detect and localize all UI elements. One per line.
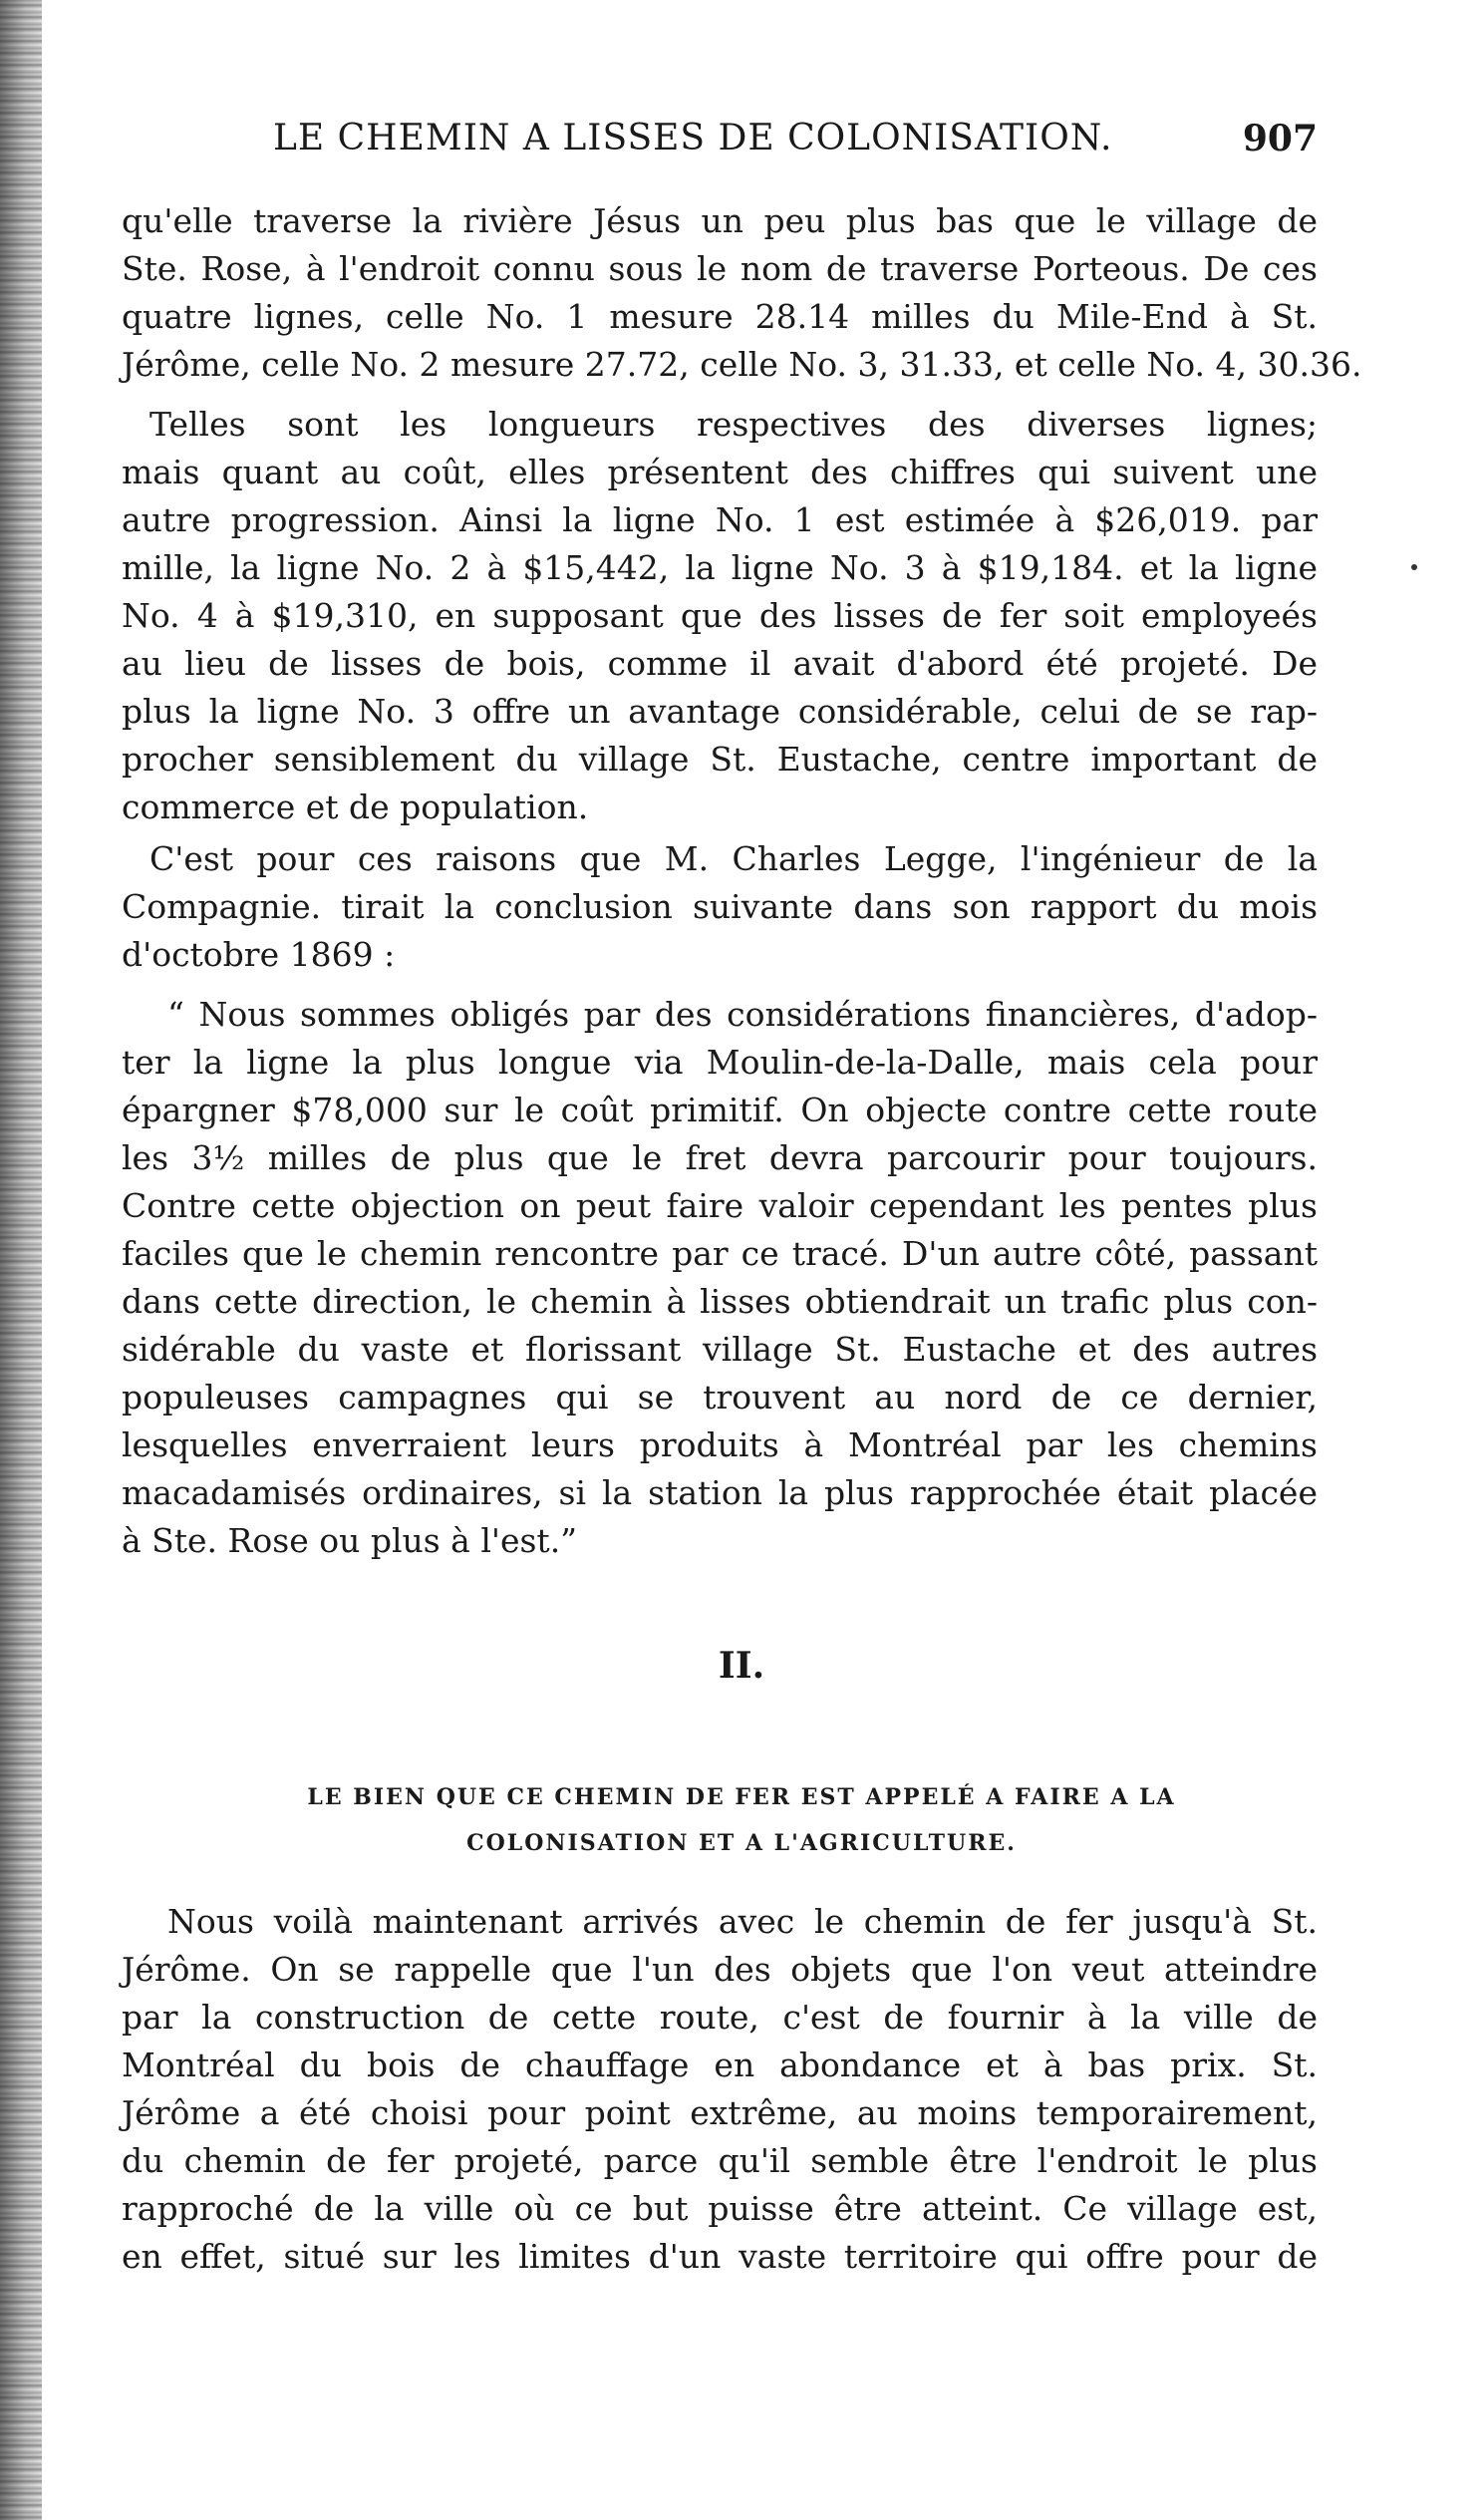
page-number: 907 bbox=[1242, 118, 1318, 159]
quote-line: dans cette direction, le chemin à lisses obtiendrait un trafic plus con- bbox=[122, 1282, 1318, 1321]
text-line: Ste. Rose, à l'endroit connu sous le nom de traverse Porteous. De ces bbox=[122, 249, 1318, 288]
quote-line: les 3½ milles de plus que le fret devra parcourir pour toujours. bbox=[122, 1138, 1318, 1177]
section-heading-line-2: COLONISATION ET A L'AGRICULTURE. bbox=[466, 1830, 1017, 1856]
quote-line: épargner $78,000 sur le coût primitif. On objecte contre cette route bbox=[122, 1091, 1318, 1129]
quote-line: sidérable du vaste et florissant village St. Eustache et des autres bbox=[122, 1330, 1318, 1369]
text-line: qu'elle traverse la rivière Jésus un peu plus bas que le village de bbox=[122, 201, 1318, 240]
margin-speck bbox=[1411, 564, 1417, 570]
text-line: commerce et de population. bbox=[122, 788, 589, 826]
text-line: Telles sont les longueurs respectives des diverses lignes; bbox=[149, 405, 1318, 444]
text-line: d'octobre 1869 : bbox=[122, 935, 396, 974]
text-line: Compagnie. tirait la conclusion suivante dans son rapport du mois bbox=[122, 887, 1318, 926]
text-line: du chemin de fer projeté, parce qu'il semble être l'endroit le plus bbox=[122, 2141, 1318, 2180]
text-line: Jérôme, celle No. 2 mesure 27.72, celle No. 3, 31.33, et celle No. 4, 30.36. bbox=[122, 345, 1362, 384]
text-line: Jérôme a été choisi pour point extrême, au moins temporairement, bbox=[122, 2093, 1318, 2132]
text-line: mais quant au coût, elles présentent des chiffres qui suivent une bbox=[122, 453, 1318, 491]
quote-line: populeuses campagnes qui se trouvent au nord de ce dernier, bbox=[122, 1378, 1318, 1417]
text-line: No. 4 à $19,310, en supposant que des lisses de fer soit employeés bbox=[122, 596, 1318, 635]
running-head bbox=[122, 118, 1318, 177]
text-line: Jérôme. On se rappelle que l'un des objets que l'on veut atteindre bbox=[122, 1950, 1318, 1989]
quote-line: faciles que le chemin rencontre par ce tracé. D'un autre côté, passant bbox=[122, 1234, 1318, 1273]
quote-line: Contre cette objection on peut faire valoir cependant les pentes plus bbox=[122, 1186, 1318, 1225]
text-line: mille, la ligne No. 2 à $15,442, la ligne No. 3 à $19,184. et la ligne bbox=[122, 548, 1318, 587]
text-line: procher sensiblement du village St. Eustache, centre important de bbox=[122, 740, 1318, 779]
text-line: Montréal du bois de chauffage en abondance et à bas prix. St. bbox=[122, 2046, 1318, 2084]
text-line: au lieu de lisses de bois, comme il avait d'abord été projeté. De bbox=[122, 644, 1318, 683]
quote-line: “ Nous sommes obligés par des considérations financières, d'adop- bbox=[167, 995, 1318, 1034]
text-line: Nous voilà maintenant arrivés avec le chemin de fer jusqu'à St. bbox=[167, 1902, 1318, 1941]
text-line: plus la ligne No. 3 offre un avantage considérable, celui de se rap- bbox=[122, 692, 1318, 731]
text-line: C'est pour ces raisons que M. Charles Legge, l'ingénieur de la bbox=[149, 839, 1318, 878]
text-line: quatre lignes, celle No. 1 mesure 28.14 milles du Mile-End à St. bbox=[122, 297, 1318, 336]
text-line: autre progression. Ainsi la ligne No. 1 est estimée à $26,019. par bbox=[122, 500, 1318, 539]
text-line: en effet, situé sur les limites d'un vaste territoire qui offre pour de bbox=[122, 2237, 1318, 2276]
text-line: par la construction de cette route, c'est de fournir à la ville de bbox=[122, 1998, 1318, 2037]
running-title: LE CHEMIN A LISSES DE COLONISATION. bbox=[273, 118, 1113, 158]
section-number: II. bbox=[718, 1645, 765, 1687]
quote-line: macadamisés ordinaires, si la station la plus rapprochée était placée bbox=[122, 1473, 1318, 1512]
section-heading-line-1: LE BIEN QUE CE CHEMIN DE FER EST APPELÉ A FAIRE A LA bbox=[307, 1784, 1176, 1810]
quote-line: lesquelles enverraient leurs produits à Montréal par les chemins bbox=[122, 1425, 1318, 1464]
quote-line: à Ste. Rose ou plus à l'est.” bbox=[122, 1521, 578, 1560]
text-line: rapproché de la ville où ce but puisse être atteint. Ce village est, bbox=[122, 2189, 1318, 2228]
quote-line: ter la ligne la plus longue via Moulin-de-la-Dalle, mais cela pour bbox=[122, 1043, 1318, 1082]
